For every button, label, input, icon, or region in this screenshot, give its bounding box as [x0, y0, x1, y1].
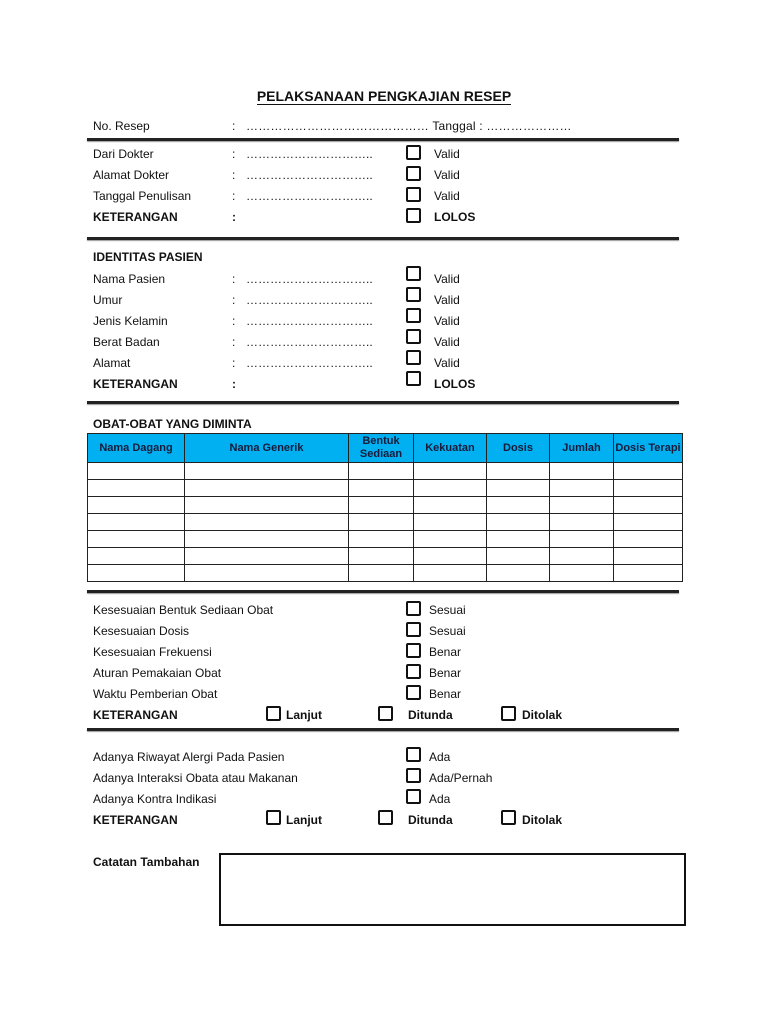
ada-pernah-checkbox[interactable] [406, 768, 421, 783]
table-cell[interactable] [414, 531, 487, 548]
identitas-pasien-heading: IDENTITAS PASIEN [93, 250, 203, 264]
pasien-field[interactable]: ………………………….. [246, 356, 373, 370]
catatan-textarea[interactable] [219, 853, 686, 926]
pasien-field[interactable]: ………………………….. [246, 272, 373, 286]
table-cell[interactable] [414, 463, 487, 480]
dokter-label: Alamat Dokter [93, 168, 170, 182]
table-cell[interactable] [349, 480, 414, 497]
table-row [88, 463, 683, 480]
ada-checkbox[interactable] [406, 747, 421, 762]
column-header: Nama Generik [185, 434, 349, 463]
dokter-label: Tanggal Penulisan [93, 189, 192, 203]
valid-checkbox[interactable] [406, 287, 421, 302]
kesesuaian-label: Kesesuaian Frekuensi [93, 645, 212, 659]
table-cell[interactable] [550, 531, 614, 548]
table-cell[interactable] [550, 463, 614, 480]
valid-checkbox[interactable] [406, 308, 421, 323]
ditolak-label: Ditolak [522, 813, 563, 827]
valid-checkbox[interactable] [406, 145, 421, 160]
table-cell[interactable] [614, 480, 683, 497]
kesesuaian-label: Aturan Pemakaian Obat [93, 666, 222, 680]
table-cell[interactable] [88, 514, 185, 531]
table-cell[interactable] [185, 514, 349, 531]
valid-checkbox[interactable] [406, 350, 421, 365]
divider [87, 237, 679, 240]
pasien-label: Berat Badan [93, 335, 160, 349]
table-cell[interactable] [349, 565, 414, 582]
colon: : [232, 314, 236, 328]
colon: : [232, 293, 236, 307]
status-label: Sesuai [429, 603, 466, 617]
table-cell[interactable] [185, 480, 349, 497]
pasien-label: Alamat [93, 356, 131, 370]
valid-label: Valid [434, 189, 460, 203]
colon: : [232, 119, 236, 133]
table-cell[interactable] [88, 565, 185, 582]
colon: : [232, 335, 236, 349]
table-cell[interactable] [614, 514, 683, 531]
dokter-field[interactable]: ………………………….. [246, 168, 373, 182]
pasien-field[interactable]: ………………………….. [246, 293, 373, 307]
table-cell[interactable] [550, 497, 614, 514]
ada-checkbox[interactable] [406, 789, 421, 804]
status-label: Benar [429, 666, 462, 680]
divider [87, 401, 679, 404]
pasien-label: Jenis Kelamin [93, 314, 168, 328]
table-cell[interactable] [550, 565, 614, 582]
lanjut-checkbox[interactable] [266, 810, 281, 825]
ditolak-checkbox[interactable] [501, 810, 516, 825]
obat-table [87, 433, 683, 582]
divider [87, 590, 679, 593]
table-cell[interactable] [487, 497, 550, 514]
table-cell[interactable] [614, 548, 683, 565]
benar-checkbox[interactable] [406, 664, 421, 679]
table-cell[interactable] [349, 497, 414, 514]
lolos-checkbox[interactable] [406, 371, 421, 386]
pasien-field[interactable]: ………………………….. [246, 335, 373, 349]
divider [87, 728, 679, 731]
table-cell[interactable] [88, 531, 185, 548]
table-cell[interactable] [349, 514, 414, 531]
keterangan-label: KETERANGAN [93, 813, 178, 827]
table-cell[interactable] [414, 514, 487, 531]
klinis-label: Adanya Kontra Indikasi [93, 792, 217, 806]
table-cell[interactable] [185, 548, 349, 565]
obat-heading: OBAT-OBAT YANG DIMINTA [93, 417, 252, 431]
table-cell[interactable] [550, 480, 614, 497]
pasien-label: Nama Pasien [93, 272, 166, 286]
ditunda-label: Ditunda [408, 708, 453, 722]
table-cell[interactable] [614, 463, 683, 480]
table-cell[interactable] [487, 531, 550, 548]
table-cell[interactable] [88, 497, 185, 514]
pasien-field[interactable]: ………………………….. [246, 314, 373, 328]
valid-checkbox[interactable] [406, 187, 421, 202]
table-cell[interactable] [349, 548, 414, 565]
table-row [88, 531, 683, 548]
table-cell[interactable] [349, 531, 414, 548]
table-cell[interactable] [487, 463, 550, 480]
no-resep-label: No. Resep [93, 119, 150, 133]
ditolak-label: Ditolak [522, 708, 563, 722]
table-cell[interactable] [487, 548, 550, 565]
table-row [88, 497, 683, 514]
sesuai-checkbox[interactable] [406, 622, 421, 637]
table-cell[interactable] [614, 565, 683, 582]
table-row [88, 565, 683, 582]
column-header: Bentuk Sediaan [349, 434, 414, 463]
table-cell[interactable] [414, 565, 487, 582]
keterangan-label: KETERANGAN [93, 210, 178, 224]
valid-checkbox[interactable] [406, 329, 421, 344]
colon: : [232, 189, 236, 203]
table-row [88, 514, 683, 531]
colon: : [232, 147, 236, 161]
table-cell[interactable] [614, 497, 683, 514]
colon: : [232, 377, 236, 391]
column-header: Jumlah [550, 434, 614, 463]
table-cell[interactable] [185, 531, 349, 548]
table-cell[interactable] [550, 548, 614, 565]
column-header: Dosis [487, 434, 550, 463]
ditunda-checkbox[interactable] [378, 706, 393, 721]
page-title: PELAKSANAAN PENGKAJIAN RESEP [256, 88, 512, 104]
lolos-checkbox[interactable] [406, 208, 421, 223]
valid-label: Valid [434, 335, 460, 349]
status-label: Sesuai [429, 624, 466, 638]
lanjut-label: Lanjut [286, 813, 322, 827]
valid-label: Valid [434, 314, 460, 328]
table-cell[interactable] [550, 514, 614, 531]
dokter-label: Dari Dokter [93, 147, 154, 161]
kesesuaian-label: Kesesuaian Dosis [93, 624, 190, 638]
catatan-label: Catatan Tambahan [93, 855, 200, 869]
valid-label: Valid [434, 356, 460, 370]
table-cell[interactable] [414, 548, 487, 565]
valid-label: Valid [434, 168, 460, 182]
dokter-field[interactable]: ………………………….. [246, 189, 373, 203]
table-row [88, 480, 683, 497]
table-cell[interactable] [88, 480, 185, 497]
status-label: Ada/Pernah [429, 771, 493, 785]
valid-checkbox[interactable] [406, 166, 421, 181]
kesesuaian-label: Waktu Pemberian Obat [93, 687, 218, 701]
klinis-label: Adanya Interaksi Obata atau Makanan [93, 771, 298, 785]
valid-label: Valid [434, 272, 460, 286]
pasien-label: Umur [93, 293, 123, 307]
table-cell[interactable] [88, 548, 185, 565]
ditolak-checkbox[interactable] [501, 706, 516, 721]
table-cell[interactable] [185, 497, 349, 514]
keterangan-label: KETERANGAN [93, 377, 178, 391]
table-cell[interactable] [414, 480, 487, 497]
sesuai-checkbox[interactable] [406, 601, 421, 616]
table-cell[interactable] [349, 463, 414, 480]
lanjut-checkbox[interactable] [266, 706, 281, 721]
valid-label: Valid [434, 293, 460, 307]
status-label: Ada [429, 792, 451, 806]
table-cell[interactable] [487, 565, 550, 582]
table-row [88, 548, 683, 565]
benar-checkbox[interactable] [406, 643, 421, 658]
ditunda-label: Ditunda [408, 813, 453, 827]
table-cell[interactable] [487, 480, 550, 497]
status-label: Benar [429, 645, 462, 659]
column-header: Dosis Terapi [614, 434, 683, 463]
table-cell[interactable] [614, 531, 683, 548]
table-header-row [88, 434, 683, 463]
lolos-label: LOLOS [434, 210, 476, 224]
dokter-field[interactable]: ………………………….. [246, 147, 373, 161]
table-cell[interactable] [487, 514, 550, 531]
ditunda-checkbox[interactable] [378, 810, 393, 825]
klinis-label: Adanya Riwayat Alergi Pada Pasien [93, 750, 285, 764]
valid-label: Valid [434, 147, 460, 161]
colon: : [232, 272, 236, 286]
status-label: Benar [429, 687, 462, 701]
divider [87, 138, 679, 141]
kesesuaian-label: Kesesuaian Bentuk Sediaan Obat [93, 603, 274, 617]
keterangan-label: KETERANGAN [93, 708, 178, 722]
table-cell[interactable] [88, 463, 185, 480]
column-header: Nama Dagang [88, 434, 185, 463]
lolos-label: LOLOS [434, 377, 476, 391]
colon: : [232, 356, 236, 370]
table-cell[interactable] [185, 463, 349, 480]
table-cell[interactable] [185, 565, 349, 582]
table-cell[interactable] [414, 497, 487, 514]
colon: : [232, 168, 236, 182]
valid-checkbox[interactable] [406, 266, 421, 281]
benar-checkbox[interactable] [406, 685, 421, 700]
colon: : [232, 210, 236, 224]
no-resep-field[interactable]: ……………………………………… Tanggal : ………………… [246, 119, 572, 133]
lanjut-label: Lanjut [286, 708, 322, 722]
column-header: Kekuatan [414, 434, 487, 463]
status-label: Ada [429, 750, 451, 764]
